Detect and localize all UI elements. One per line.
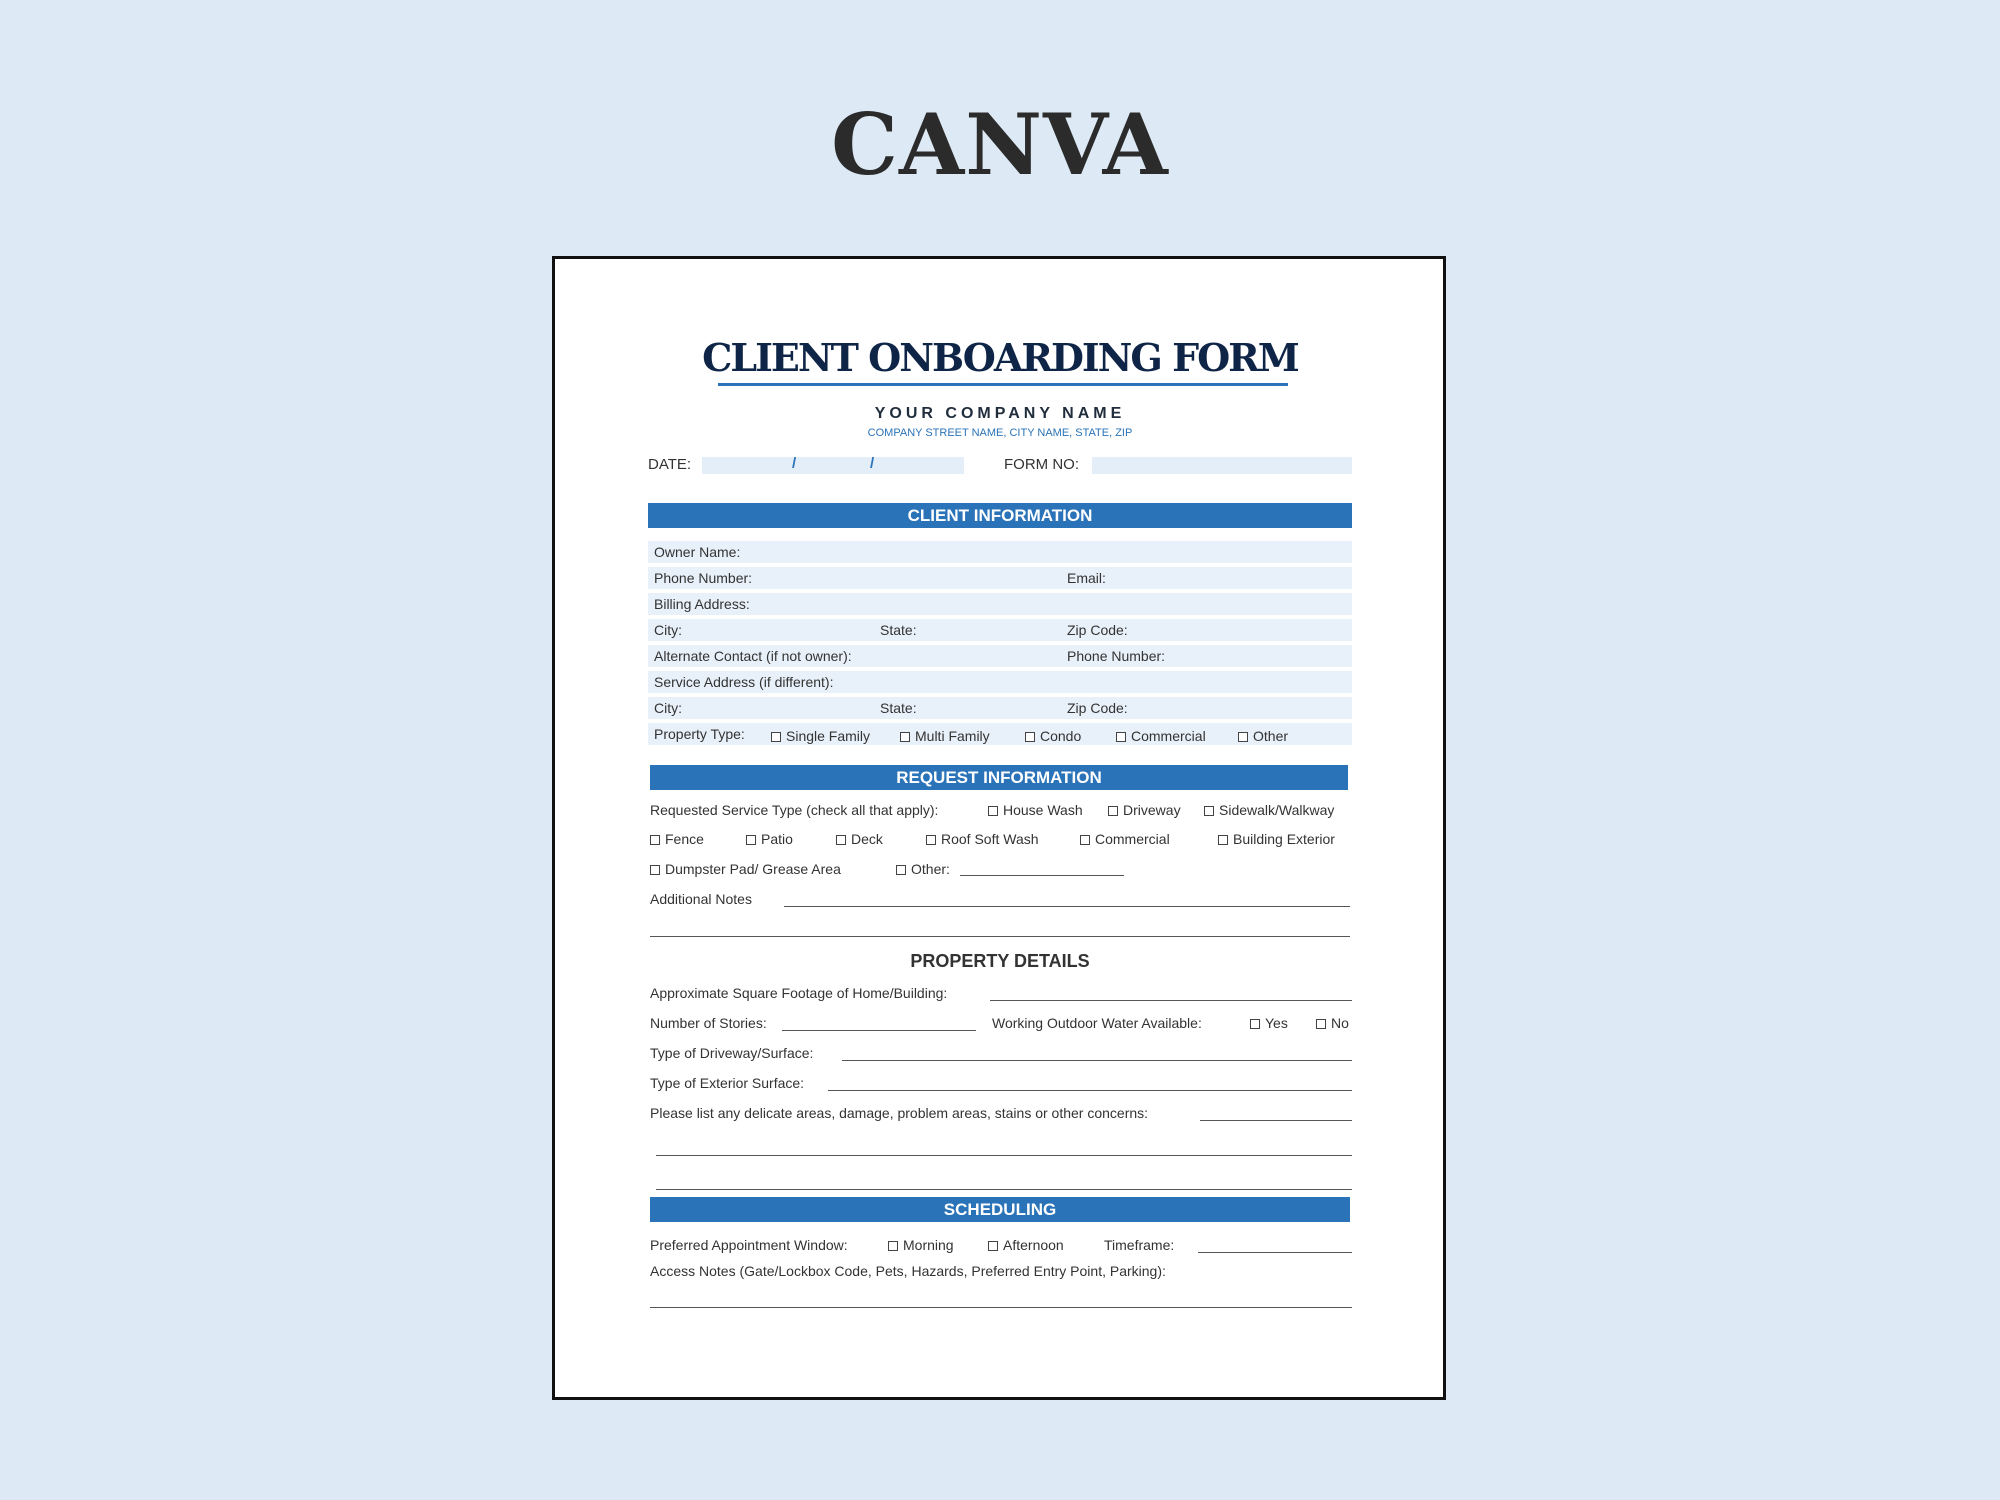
option-roof-soft-wash[interactable]: Roof Soft Wash [926, 831, 1039, 847]
client-info-header: CLIENT INFORMATION [648, 503, 1352, 528]
property-type-row [648, 723, 1352, 745]
option-other[interactable]: Other [1238, 725, 1288, 747]
scheduling-header: SCHEDULING [650, 1197, 1350, 1222]
owner-name-label: Owner Name: [654, 544, 741, 560]
option-dumpster-pad[interactable]: Dumpster Pad/ Grease Area [650, 861, 841, 877]
concerns-line-3[interactable] [656, 1189, 1352, 1190]
checkbox[interactable] [836, 835, 846, 845]
form-title: CLIENT ONBOARDING FORM [702, 335, 1298, 380]
option-afternoon[interactable]: Afternoon [988, 1237, 1064, 1253]
brand-title: CANVA [831, 95, 1169, 194]
water-label: Working Outdoor Water Available: [992, 1015, 1202, 1031]
checkbox[interactable] [926, 835, 936, 845]
appointment-window-label: Preferred Appointment Window: [650, 1237, 848, 1253]
access-notes-label: Access Notes (Gate/Lockbox Code, Pets, Hazards, Preferred Entry Point, Parking): [650, 1263, 1166, 1279]
option-deck[interactable]: Deck [836, 831, 883, 847]
additional-notes-line-1[interactable] [784, 906, 1350, 907]
phone-email-row[interactable] [648, 567, 1352, 589]
checkbox[interactable] [650, 865, 660, 875]
title-underline [718, 383, 1288, 386]
option-morning[interactable]: Morning [888, 1237, 954, 1253]
option-water-no[interactable]: No [1316, 1015, 1349, 1031]
company-address: COMPANY STREET NAME, CITY NAME, STATE, ZIP [867, 427, 1133, 439]
billing-address-row[interactable] [648, 593, 1352, 615]
option-commercial-service[interactable]: Commercial [1080, 831, 1170, 847]
date-field[interactable] [702, 457, 964, 474]
alternate-contact-row[interactable] [648, 645, 1352, 667]
option-sidewalk-walkway[interactable]: Sidewalk/Walkway [1204, 802, 1334, 818]
timeframe-label: Timeframe: [1104, 1237, 1175, 1253]
alt-phone-label: Phone Number: [1067, 648, 1166, 664]
zip-label: Zip Code: [1067, 622, 1128, 638]
owner-name-row[interactable] [648, 541, 1352, 563]
checkbox[interactable] [650, 835, 660, 845]
form-no-field[interactable] [1092, 457, 1352, 474]
concerns-line-2[interactable] [656, 1155, 1352, 1156]
company-name: YOUR COMPANY NAME [874, 405, 1126, 422]
concerns-line-1[interactable] [1200, 1120, 1352, 1121]
state-label: State: [880, 622, 917, 638]
option-condo[interactable]: Condo [1025, 725, 1081, 747]
stories-line[interactable] [782, 1030, 976, 1031]
exterior-line[interactable] [828, 1090, 1352, 1091]
property-type-label: Property Type: [654, 726, 745, 742]
option-patio[interactable]: Patio [746, 831, 793, 847]
other-service-line[interactable] [960, 875, 1124, 876]
exterior-label: Type of Exterior Surface: [650, 1075, 805, 1091]
option-water-yes[interactable]: Yes [1250, 1015, 1288, 1031]
checkbox[interactable] [1080, 835, 1090, 845]
form-content [648, 259, 1352, 1397]
service-address-row[interactable] [648, 671, 1352, 693]
date-separator-1: / [792, 455, 797, 472]
additional-notes-line-2[interactable] [650, 936, 1350, 937]
checkbox[interactable] [988, 806, 998, 816]
additional-notes-label: Additional Notes [650, 891, 752, 907]
stories-label: Number of Stories: [650, 1015, 767, 1031]
option-building-exterior[interactable]: Building Exterior [1218, 831, 1335, 847]
checkbox[interactable] [888, 1241, 898, 1251]
zip-label-2: Zip Code: [1067, 700, 1128, 716]
checkbox[interactable] [1316, 1019, 1326, 1029]
option-fence[interactable]: Fence [650, 831, 704, 847]
service-city-state-zip-row[interactable] [648, 697, 1352, 719]
form-document [552, 256, 1446, 1400]
option-commercial[interactable]: Commercial [1116, 725, 1206, 747]
date-separator-2: / [870, 455, 875, 472]
request-info-header: REQUEST INFORMATION [650, 765, 1348, 790]
concerns-label: Please list any delicate areas, damage, problem areas, stains or other concerns: [650, 1105, 1149, 1121]
option-other-service[interactable]: Other: [896, 861, 950, 877]
city-state-zip-row[interactable] [648, 619, 1352, 641]
checkbox[interactable] [1204, 806, 1214, 816]
phone-number-label: Phone Number: [654, 570, 753, 586]
checkbox[interactable] [896, 865, 906, 875]
option-multi-family[interactable]: Multi Family [900, 725, 990, 747]
property-details-header: PROPERTY DETAILS [910, 951, 1090, 971]
service-address-label: Service Address (if different): [654, 674, 834, 690]
checkbox[interactable] [1025, 732, 1035, 742]
sq-footage-label: Approximate Square Footage of Home/Building: [650, 985, 948, 1001]
driveway-line[interactable] [842, 1060, 1352, 1061]
checkbox[interactable] [1116, 732, 1126, 742]
driveway-label: Type of Driveway/Surface: [650, 1045, 814, 1061]
city-label: City: [654, 622, 682, 638]
form-no-label: FORM NO: [1004, 456, 1079, 473]
email-label: Email: [1067, 570, 1106, 586]
option-single-family[interactable]: Single Family [771, 725, 870, 747]
checkbox[interactable] [1108, 806, 1118, 816]
sq-footage-line[interactable] [990, 1000, 1352, 1001]
timeframe-line[interactable] [1198, 1252, 1352, 1253]
city-label-2: City: [654, 700, 682, 716]
checkbox[interactable] [1250, 1019, 1260, 1029]
checkbox[interactable] [1218, 835, 1228, 845]
access-notes-line[interactable] [650, 1307, 1352, 1308]
option-driveway[interactable]: Driveway [1108, 802, 1181, 818]
state-label-2: State: [880, 700, 917, 716]
option-house-wash[interactable]: House Wash [988, 802, 1083, 818]
checkbox[interactable] [746, 835, 756, 845]
checkbox[interactable] [988, 1241, 998, 1251]
checkbox[interactable] [771, 732, 781, 742]
date-label: DATE: [648, 456, 692, 473]
alternate-contact-label: Alternate Contact (if not owner): [654, 648, 852, 664]
billing-address-label: Billing Address: [654, 596, 750, 612]
checkbox[interactable] [1238, 732, 1248, 742]
checkbox[interactable] [900, 732, 910, 742]
service-type-label: Requested Service Type (check all that apply): [650, 802, 939, 818]
